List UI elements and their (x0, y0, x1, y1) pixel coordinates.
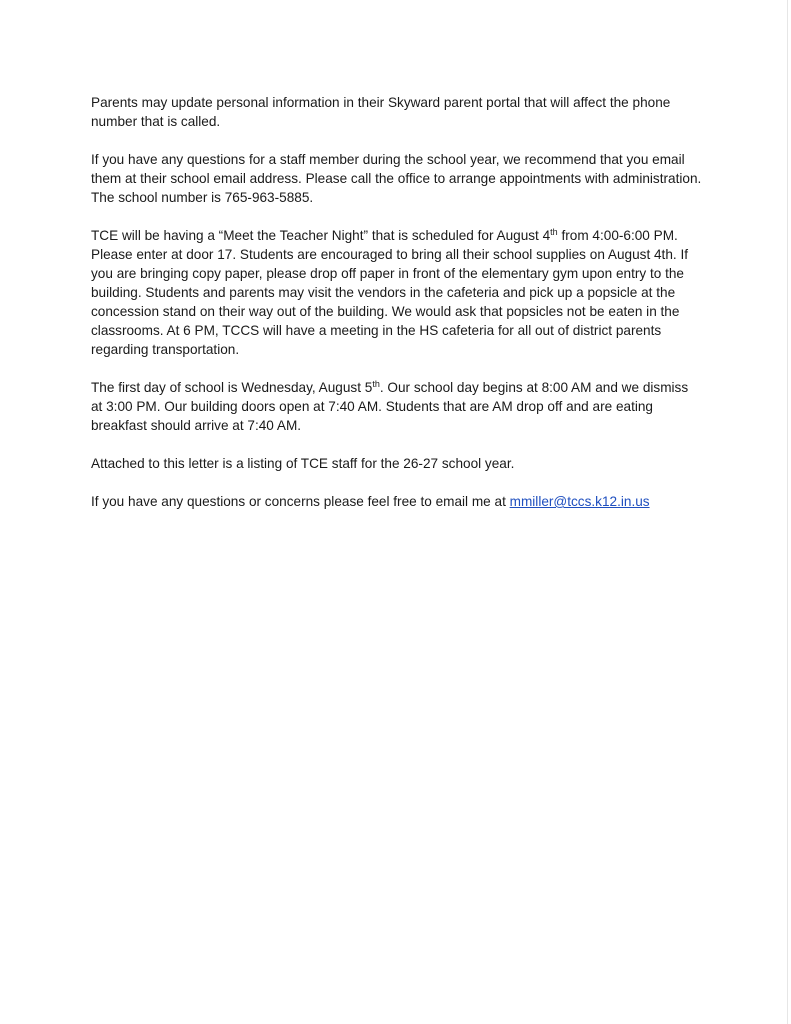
email-link[interactable]: mmiller@tccs.k12.in.us (509, 494, 650, 509)
paragraph-skyward (91, 93, 703, 131)
paragraph-first-day (91, 378, 703, 435)
paragraph-contact (91, 492, 703, 511)
meet-teacher-ordinal: th (550, 227, 558, 237)
first-day-ordinal: th (372, 379, 380, 389)
letter-body (91, 93, 703, 530)
paragraph-staff-contact-text: If you have any questions for a staff member during the school year, we recommend that you email them at their school email address. Please call the office to arrange appointments with administration. The school number is 765-963-5885. (91, 152, 702, 205)
paragraph-meet-the-teacher (91, 226, 703, 359)
paragraph-staff-listing-text: Attached to this letter is a listing of TCE staff for the 26-27 school year. (91, 456, 515, 471)
meet-teacher-text-start: TCE will be having a “Meet the Teacher Night” that is scheduled for August 4 (91, 228, 551, 243)
paragraph-skyward-text: Parents may update personal information in their Skyward parent portal that will affect the phone number that is called. (91, 95, 671, 129)
contact-text: If you have any questions or concerns please feel free to email me at (91, 494, 510, 509)
first-day-text-end: . Our school day begins at 8:00 AM and we dismiss at 3:00 PM. Our building doors open at 7:40 AM. Students that are AM drop off and are eating breakfast should arrive at 7:40 AM. (91, 380, 689, 433)
paragraph-staff-contact (91, 150, 703, 207)
first-day-text-start: The first day of school is Wednesday, August 5 (91, 380, 373, 395)
page-edge-divider (787, 0, 788, 1024)
paragraph-staff-listing (91, 454, 703, 473)
meet-teacher-text-end: from 4:00-6:00 PM. Please enter at door 17. Students are encouraged to bring all their school supplies on August 4th. If you are bringing copy paper, please drop off paper in front of the elementary gym upon entry to the building. Students and parents may visit the vendors in the cafeteria and pick up a popsicle at the concession stand on their way out of the building. We would ask that popsicles not be eaten in the classrooms. At 6 PM, TCCS will have a meeting in the HS cafeteria for all out of district parents regarding transportation. (91, 228, 689, 357)
